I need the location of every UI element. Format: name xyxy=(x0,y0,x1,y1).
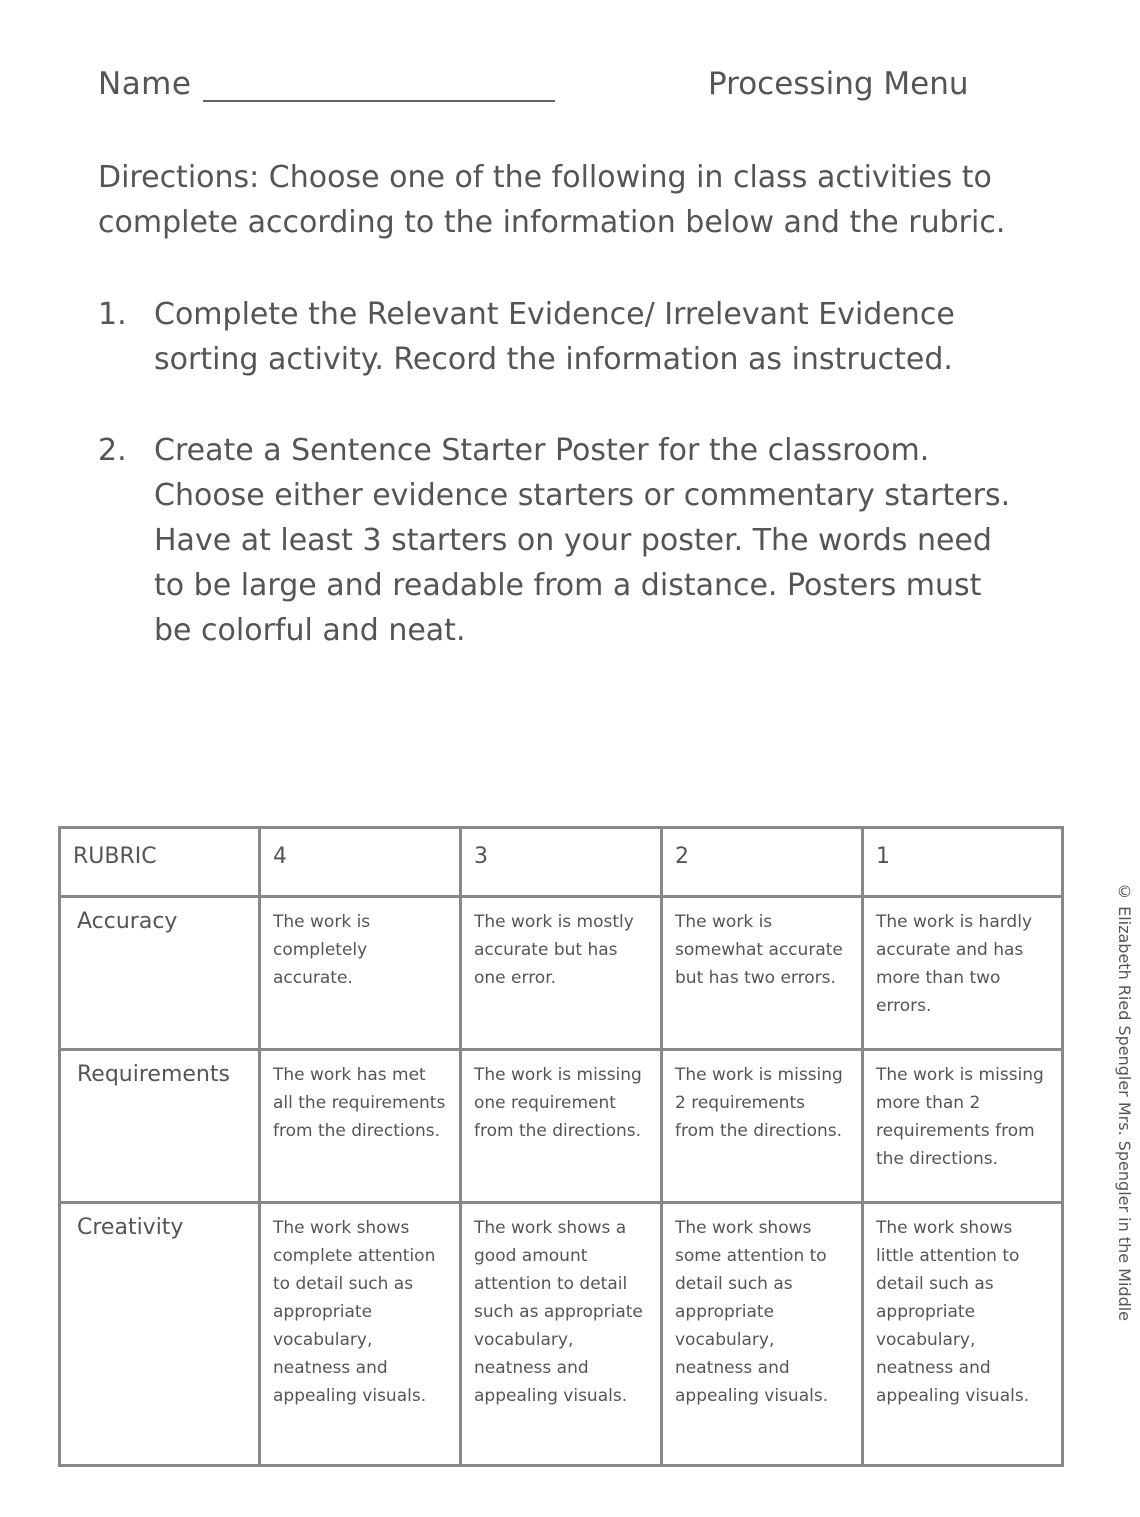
rubric-cell: The work is hardly accurate and has more than two errors. xyxy=(863,897,1063,1050)
copyright-notice: © Elizabeth Ried Spengler Mrs. Spengler in the Middle xyxy=(1115,882,1134,1322)
activity-item-1 xyxy=(98,292,1038,392)
rubric-cell: The work is missing one requirement from the directions. xyxy=(461,1050,662,1203)
rubric-header-score-4: 4 xyxy=(260,828,461,897)
activity-number: 1. xyxy=(98,297,127,332)
page-title: Processing Menu xyxy=(708,66,969,102)
rubric-header-score-1: 1 xyxy=(863,828,1063,897)
rubric-cell: The work is mostly accurate but has one error. xyxy=(461,897,662,1050)
activity-number: 2. xyxy=(98,433,127,468)
rubric-row-requirements xyxy=(60,1050,1063,1203)
rubric-table xyxy=(58,826,1064,1467)
rubric-cell: The work shows some attention to detail such as appropriate vocabulary, neatness and appealing visuals. xyxy=(662,1203,863,1466)
rubric-cell: The work shows little attention to detail such as appropriate vocabulary, neatness and appealing visuals. xyxy=(863,1203,1063,1466)
rubric-cell: The work is missing 2 requirements from the directions. xyxy=(662,1050,863,1203)
rubric-cell: The work has met all the requirements from the directions. xyxy=(260,1050,461,1203)
activity-text: Create a Sentence Starter Poster for the classroom. Choose either evidence starters or commentary starters. Have at least 3 starters on your poster. The words need to be large and readable from a distance. Posters must be colorful and neat. xyxy=(154,433,1011,648)
rubric-row-creativity xyxy=(60,1203,1063,1466)
rubric-cell: The work is missing more than 2 requirements from the directions. xyxy=(863,1050,1063,1203)
rubric-cell: The work shows a good amount attention to detail such as appropriate vocabulary, neatness and appealing visuals. xyxy=(461,1203,662,1466)
rubric-row-label: Requirements xyxy=(60,1050,260,1203)
rubric-header-score-3: 3 xyxy=(461,828,662,897)
activity-item-2 xyxy=(98,428,1038,658)
rubric-header-score-2: 2 xyxy=(662,828,863,897)
activity-text: Complete the Relevant Evidence/ Irrelevant Evidence sorting activity. Record the information as instructed. xyxy=(154,297,955,377)
rubric-cell: The work is completely accurate. xyxy=(260,897,461,1050)
directions-text: Directions: Choose one of the following in class activities to complete according to the information below and the rubric. xyxy=(98,160,1006,240)
rubric-header-row xyxy=(60,828,1063,897)
name-label: Name xyxy=(98,66,192,102)
rubric-header-label: RUBRIC xyxy=(60,828,260,897)
rubric-row-accuracy xyxy=(60,897,1063,1050)
rubric-row-label: Accuracy xyxy=(60,897,260,1050)
rubric-cell: The work is somewhat accurate but has two errors. xyxy=(662,897,863,1050)
rubric-row-label: Creativity xyxy=(60,1203,260,1466)
rubric-cell: The work shows complete attention to detail such as appropriate vocabulary, neatness and appealing visuals. xyxy=(260,1203,461,1466)
name-blank-line xyxy=(203,100,555,102)
